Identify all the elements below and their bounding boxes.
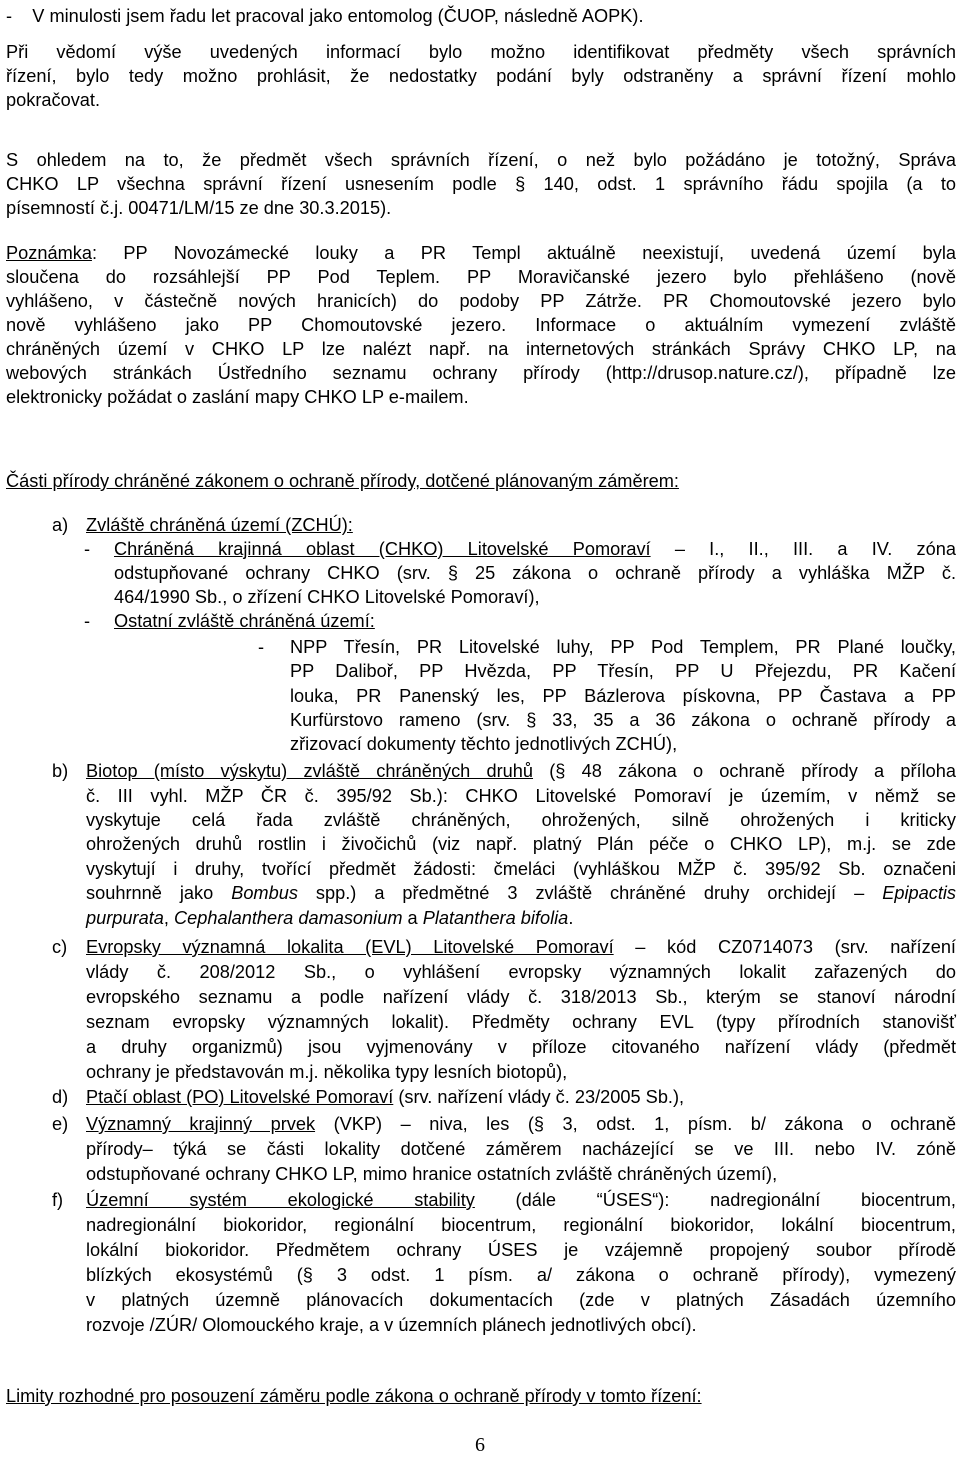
list-item-line: a druhy organizmů) jsou vyjmenovány v příloze citovaného nařízení vlády (předmět bbox=[86, 1037, 956, 1057]
list-item-line bbox=[86, 759, 956, 783]
list-item-line: Kurfürstovo rameno (srv. § 33, 35 a 36 zákona o ochraně přírody a bbox=[290, 710, 956, 730]
list-item-line: nadregionální biokoridor, regionální biocentrum, regionální biokoridor, lokální biocentrum, bbox=[86, 1215, 956, 1235]
list-item-text: (dále “ÚSES“): nadregionální biocentrum, bbox=[474, 1190, 956, 1210]
list-marker: - bbox=[84, 611, 91, 631]
list-item-line: vlády č. 208/2012 Sb., o vyhlášení evropsky významných lokalit zařazených do bbox=[86, 962, 956, 982]
list-item-line: vyskytují i druhy, tvořící předmět žádosti: čmeláci (vyhláškou MŽP č. 395/92 Sb. označeni bbox=[86, 859, 956, 879]
po-title: Ptačí oblast (PO) Litovelské Pomoraví bbox=[86, 1087, 394, 1107]
list-item-line bbox=[86, 1188, 956, 1212]
paragraph-2-line: S ohledem na to, že předmět všech správních řízení, o než bylo požádáno je totožný, Správa bbox=[6, 150, 956, 170]
list-item-line: evropského seznamu a podle nařízení vlády č. 318/2013 Sb., kterým se stanoví národní bbox=[86, 987, 956, 1007]
note-line bbox=[6, 241, 956, 265]
species-name: Cephalanthera damasonium bbox=[173, 908, 403, 928]
list-item-text: souhrnně jako bbox=[86, 883, 232, 903]
list-item-line: PP Daliboř, PP Hvězda, PP Třesín, PP U Přejezdu, PR Kačení bbox=[290, 661, 956, 681]
paragraph-2-line: písemností č.j. 00471/LM/15 ze dne 30.3.2015). bbox=[6, 198, 392, 218]
section-heading: Limity rozhodné pro posouzení záměru podle zákona o ochraně přírody v tomto řízení: bbox=[6, 1386, 702, 1406]
list-item-line bbox=[86, 1085, 956, 1109]
list-item-line: rozvoje /ZÚR/ Olomouckého kraje, a v územních plánech jednotlivých obcí). bbox=[86, 1315, 697, 1335]
intro-line: - V minulosti jsem řadu let pracoval jako entomolog (ČUOP, následně AOPK). bbox=[6, 6, 644, 26]
list-item-line: odstupňované ochrany CHKO (srv. § 25 zákona o ochraně přírody a vyhláška MŽP č. bbox=[114, 563, 956, 583]
list-item-line bbox=[114, 537, 956, 561]
note-line: webových stránkách Ústředního seznamu ochrany přírody (http://drusop.nature.cz/), případně lze bbox=[6, 363, 956, 383]
zchu-title: Zvláště chráněná území (ZCHÚ): bbox=[86, 515, 353, 535]
note-line: elektronicky požádat o zaslání mapy CHKO LP e-mailem. bbox=[6, 387, 469, 407]
note-text: : PP Novozámecké louky a PR Templ aktuálně neexistují, uvedená území byla bbox=[91, 243, 956, 263]
list-marker: c) bbox=[52, 937, 68, 957]
list-marker: e) bbox=[52, 1114, 69, 1134]
list-item-text: a bbox=[402, 908, 423, 928]
list-item-text: – I., II., III. a IV. zóna bbox=[650, 539, 956, 559]
list-item-line: odstupňované ochrany CHKO LP, mimo hranice ostatních zvláště chráněných území), bbox=[86, 1164, 778, 1184]
list-item-line bbox=[86, 881, 956, 905]
list-item-text: . bbox=[568, 908, 574, 928]
list-item-line: blízkých ekosystémů (§ 3 odst. 1 písm. a/ zákona o ochraně přírody), vymezený bbox=[86, 1265, 956, 1285]
species-name: Epipactis bbox=[882, 883, 957, 903]
list-item-line: seznam evropsky významných lokalit). Předměty ochrany EVL (typy přírodních stanovišť bbox=[86, 1012, 956, 1032]
list-item-text: (VKP) – niva, les (§ 3, odst. 1, písm. b/ zákona o ochraně bbox=[315, 1114, 956, 1134]
uses-title: Územní systém ekologické stability bbox=[86, 1190, 475, 1210]
section-heading: Části přírody chráněné zákonem o ochraně přírody, dotčené plánovaným záměrem: bbox=[6, 471, 679, 491]
list-item-line: NPP Třesín, PR Litovelské luhy, PP Pod Templem, PR Plané loučky, bbox=[290, 637, 956, 657]
species-name: Platanthera bifolia bbox=[422, 908, 569, 928]
list-item-title bbox=[86, 513, 956, 537]
paragraph-1-line: řízení, bylo tedy možno prohlásit, že nedostatky podání byly odstraněny a správní řízení mohlo bbox=[6, 66, 956, 86]
species-name: Bombus bbox=[231, 883, 298, 903]
list-item-text: (§ 48 zákona o ochraně přírody a příloha bbox=[533, 761, 956, 781]
page-number: 6 bbox=[475, 1434, 485, 1456]
list-item-line: louka, PR Panenský les, PP Bázlerova pískovna, PP Častava a PP bbox=[290, 686, 956, 706]
note-line: vyhlášeno, v částečně nových hranicích) do podoby PP Zátrže. PR Chomoutovské jezero bylo bbox=[6, 291, 956, 311]
list-item-line: v platných územně plánovacích dokumentacích (zde v platných Zásadách územního bbox=[86, 1290, 956, 1310]
list-marker: d) bbox=[52, 1087, 69, 1107]
list-item-line: ochrany je představován m.j. několika typy lesních biotopů), bbox=[86, 1062, 568, 1082]
species-name: purpurata bbox=[86, 908, 164, 928]
list-item-line: zřizovací dokumenty těchto jednotlivých ZCHÚ), bbox=[290, 734, 678, 754]
paragraph-1-line: Při vědomí výše uvedených informací bylo možno identifikovat předměty všech správních bbox=[6, 42, 956, 62]
list-item-text: spp.) a předmětné 3 zvláště chráněné druhy orchidejí – bbox=[297, 883, 883, 903]
list-marker: - bbox=[258, 637, 265, 657]
other-zchu-title: Ostatní zvláště chráněná území: bbox=[114, 611, 375, 631]
list-item-line bbox=[86, 1112, 956, 1136]
list-item-line bbox=[114, 609, 956, 633]
paragraph-1-line: pokračovat. bbox=[6, 90, 101, 110]
list-item-line: přírody– týká se části lokality dotčené záměrem nacházející se ve III. nebo IV. zóně bbox=[86, 1139, 956, 1159]
note-line: nově vyhlášeno jako PP Chomoutovské jezero. Informace o aktuálním vymezení zvláště bbox=[6, 315, 956, 335]
list-marker: a) bbox=[52, 515, 69, 535]
note-line: chráněných území v CHKO LP lze nalézt např. na internetových stránkách Správy CHKO LP, na bbox=[6, 339, 956, 359]
list-item-line: vyskytuje celá řada zvláště chráněných, ohrožených, silně ohrožených i kriticky bbox=[86, 810, 956, 830]
list-item-line bbox=[86, 906, 956, 930]
chko-title: Chráněná krajinná oblast (CHKO) Litovelské Pomoraví bbox=[114, 539, 651, 559]
list-item-line: č. III vyhl. MŽP ČR č. 395/92 Sb.): CHKO Litovelské Pomoraví je územím, v němž se bbox=[86, 786, 956, 806]
list-item-text: – kód CZ0714073 (srv. nařízení bbox=[613, 937, 956, 957]
note-label: Poznámka bbox=[6, 243, 92, 263]
paragraph-2-line: CHKO LP všechna správní řízení usnesením podle § 140, odst. 1 správního řádu spojila (a to bbox=[6, 174, 956, 194]
list-marker: f) bbox=[52, 1190, 64, 1210]
list-marker: b) bbox=[52, 761, 69, 781]
list-item-text: (srv. nařízení vlády č. 23/2005 Sb.), bbox=[393, 1087, 685, 1107]
list-item-text: , bbox=[163, 908, 174, 928]
note-line: sloučena do rozsáhlejší PP Pod Teplem. PP Moravičanské jezero bylo přehlášeno (nově bbox=[6, 267, 956, 287]
list-item-line bbox=[86, 935, 956, 959]
list-marker: - bbox=[84, 539, 91, 559]
vkp-title: Významný krajinný prvek bbox=[86, 1114, 316, 1134]
list-item-line: ohrožených druhů rostlin i živočichů (viz např. platný Plán péče o CHKO LP), m.j. se zde bbox=[86, 834, 956, 854]
biotop-title: Biotop (místo výskytu) zvláště chráněných druhů bbox=[86, 761, 534, 781]
list-item-line: 464/1990 Sb., o zřízení CHKO Litovelské Pomoraví), bbox=[114, 587, 540, 607]
list-item-line: lokální biokoridor. Předmětem ochrany ÚSES je vzájemně propojený soubor přírodě bbox=[86, 1240, 956, 1260]
evl-title: Evropsky významná lokalita (EVL) Litovelské Pomoraví bbox=[86, 937, 614, 957]
